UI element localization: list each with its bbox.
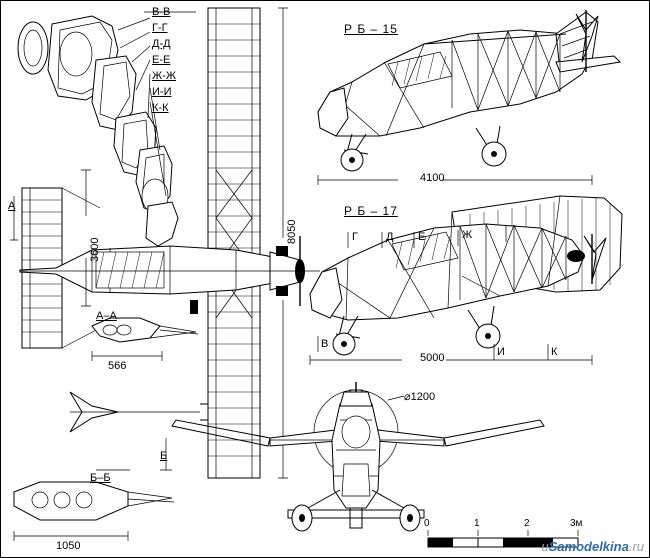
section-callout-gg: Г-Г <box>152 22 168 34</box>
section-callout-vv: В-В <box>152 6 171 18</box>
section-callout-dd: Д-Д <box>152 38 171 50</box>
dimension-length-rb17: 5000 <box>420 352 445 364</box>
section-mark-g: Г <box>352 231 358 243</box>
dimension-chord: 566 <box>108 360 127 372</box>
variant-label-rb17: Р Б – 17 <box>344 204 398 218</box>
dimension-root-chord: 1050 <box>56 540 81 552</box>
section-label-bb: Б–Б <box>90 472 111 484</box>
rb15-side-view-group <box>318 10 620 185</box>
watermark <box>541 539 644 554</box>
section-mark-b: Б <box>160 450 168 462</box>
scale-tick-1: 1 <box>474 518 480 529</box>
dimension-prop-diameter: ⌀1200 <box>404 391 436 403</box>
section-mark-i: И <box>497 346 505 358</box>
section-mark-zh: Ж <box>462 229 473 241</box>
watermark-brand: Samodelkina <box>548 539 629 554</box>
rb17-side-view-group <box>310 196 622 365</box>
section-mark-v: В <box>321 338 329 350</box>
dimension-span: 8050 <box>286 219 298 244</box>
watermark-prefix: и <box>541 539 549 554</box>
section-callout-kk: К-К <box>152 102 169 114</box>
section-mark-e: Е <box>418 231 426 243</box>
section-callout-ee: Е-Е <box>152 54 171 66</box>
section-label-aa: А–А <box>96 310 117 322</box>
scale-tick-3: 3м <box>570 518 583 529</box>
section-mark-k: К <box>551 346 558 358</box>
scale-tick-2: 2 <box>524 518 530 529</box>
scale-tick-0: 0 <box>424 518 430 529</box>
section-callout-ii: И-И <box>152 86 172 98</box>
section-mark-a: А <box>8 200 16 212</box>
variant-label-rb15: Р Б – 15 <box>344 22 398 36</box>
section-mark-d: Д <box>386 231 394 243</box>
dimension-half-span: 3600 <box>89 237 101 262</box>
dimension-length-rb15: 4100 <box>420 172 445 184</box>
section-callout-zhzh: Ж-Ж <box>152 70 176 82</box>
watermark-suffix: .ru <box>628 539 644 554</box>
